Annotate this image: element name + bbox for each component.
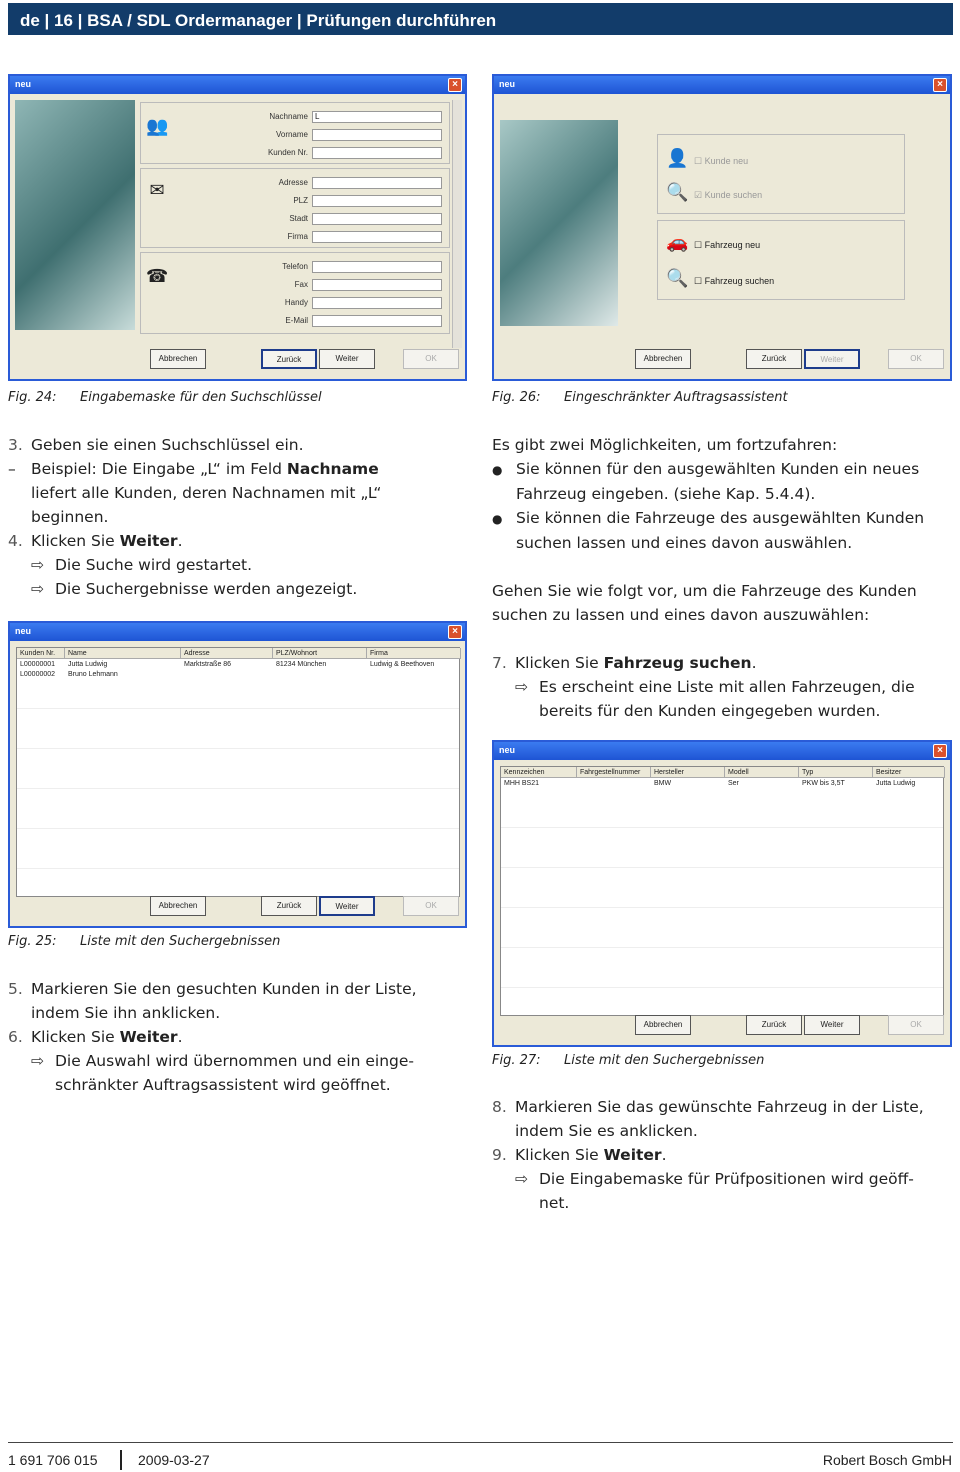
col-firma[interactable]: Firma (367, 648, 461, 659)
vehicle-search-icon: 🔍 (666, 268, 689, 289)
label-nachname: Nachname (269, 112, 308, 121)
fig25-window (8, 621, 467, 928)
next-button[interactable]: Weiter (804, 349, 860, 369)
cancel-button[interactable]: Abbrechen (635, 1015, 691, 1035)
bullet-icon: ● (492, 512, 503, 526)
col-modell[interactable]: Modell (725, 767, 799, 778)
customer-new-icon: 👤 (666, 148, 689, 169)
label-kunden-nr: Kunden Nr. (267, 148, 308, 157)
label-plz: PLZ (293, 196, 308, 205)
option-fahrzeug-suchen[interactable]: ☐ Fahrzeug suchen (694, 276, 775, 286)
arrow-right-icon: ⇨ (515, 1170, 528, 1188)
vehicle-options-group (657, 220, 905, 300)
close-icon[interactable]: × (933, 78, 947, 92)
col-plz-wohnort[interactable]: PLZ/Wohnort (273, 648, 367, 659)
fig27-caption: Fig. 27: Liste mit den Suchergebnissen (492, 1053, 765, 1068)
option-kunde-neu[interactable]: ☐ Kunde neu (694, 156, 749, 166)
steps-8-9: 8. Markieren Sie das gewünschte Fahrzeug in der Liste, indem Sie es anklicken. 9. Klicken Sie Weiter. ⇨ Die Eingabemaske für Prüfpositionen wird geöff- net. (492, 1098, 924, 1212)
window-title-bar (494, 742, 950, 760)
fig26-button-row (494, 349, 950, 371)
fig24-button-row (10, 349, 465, 371)
people-illustration (15, 100, 135, 330)
ok-button[interactable]: OK (888, 1015, 944, 1035)
envelope-icon: ✉ (149, 180, 165, 201)
arrow-right-icon: ⇨ (31, 1052, 44, 1070)
label-vorname: Vorname (275, 130, 308, 139)
col-kunden-nr[interactable]: Kunden Nr. (17, 648, 65, 659)
fig25-button-row (10, 896, 465, 918)
telephone-icon: ☎ (146, 266, 169, 287)
fig24-caption: Fig. 24: Eingabemaske für den Suchschlüssel (8, 390, 322, 405)
table-row[interactable]: L00000002 Bruno Lehmann (20, 671, 118, 678)
next-button[interactable]: Weiter (319, 896, 375, 916)
fig26-window (492, 74, 952, 381)
option-fahrzeug-neu[interactable]: ☐ Fahrzeug neu (694, 240, 761, 250)
plz-input[interactable] (312, 195, 442, 207)
fig27-button-row (494, 1015, 950, 1037)
col-adresse[interactable]: Adresse (181, 648, 273, 659)
label-adresse: Adresse (278, 178, 308, 187)
window-title: neu (499, 79, 516, 89)
next-button[interactable]: Weiter (804, 1015, 860, 1035)
col-fahrgestellnummer[interactable]: Fahrgestellnummer (577, 767, 651, 778)
fig26-caption: Fig. 26: Eingeschränkter Auftragsassistent (492, 390, 788, 405)
footer-date: 2009-03-27 (138, 1452, 210, 1468)
label-email: E-Mail (285, 316, 308, 325)
window-title-bar (494, 76, 950, 94)
footer-separator (120, 1450, 122, 1470)
fax-input[interactable] (312, 279, 442, 291)
handy-input[interactable] (312, 297, 442, 309)
person-icon: 👥 (146, 116, 169, 137)
vehicle-result-list[interactable] (500, 766, 944, 1016)
label-stadt: Stadt (289, 214, 308, 223)
close-icon[interactable]: × (448, 625, 462, 639)
steps-5-6: 5. Markieren Sie den gesuchten Kunden in der Liste, indem Sie ihn anklicken. 6. Klicken Sie Weiter. ⇨ Die Auswahl wird übernommen und ein einge- schränkter Auftragsassistent wird geöffnet. (8, 980, 417, 1094)
kunden-nr-input[interactable] (312, 147, 442, 159)
back-button[interactable]: Zurück (261, 349, 317, 369)
cancel-button[interactable]: Abbrechen (150, 896, 206, 916)
fig24-window (8, 74, 467, 381)
close-icon[interactable]: × (448, 78, 462, 92)
cancel-button[interactable]: Abbrechen (635, 349, 691, 369)
window-title-bar (10, 76, 465, 94)
footer-rule (8, 1442, 953, 1443)
next-button[interactable]: Weiter (319, 349, 375, 369)
col-typ[interactable]: Typ (799, 767, 873, 778)
label-firma: Firma (287, 232, 308, 241)
ok-button[interactable]: OK (888, 349, 944, 369)
bullet-icon: ● (492, 463, 503, 477)
close-icon[interactable]: × (933, 744, 947, 758)
option-kunde-suchen[interactable]: ☑ Kunde suchen (694, 190, 763, 200)
email-input[interactable] (312, 315, 442, 327)
col-hersteller[interactable]: Hersteller (651, 767, 725, 778)
label-handy: Handy (284, 298, 308, 307)
ok-button[interactable]: OK (403, 896, 459, 916)
arrow-right-icon: ⇨ (515, 678, 528, 696)
stadt-input[interactable] (312, 213, 442, 225)
window-title-bar (10, 623, 465, 641)
cancel-button[interactable]: Abbrechen (150, 349, 206, 369)
col-besitzer[interactable]: Besitzer (873, 767, 945, 778)
vertical-scrollbar[interactable] (452, 100, 462, 348)
vehicle-new-icon: 🚗 (666, 232, 689, 253)
customer-options-group (657, 134, 905, 214)
window-title: neu (499, 745, 516, 755)
label-telefon: Telefon (282, 262, 308, 271)
back-button[interactable]: Zurück (746, 1015, 802, 1035)
customer-search-icon: 🔍 (666, 182, 689, 203)
firma-input[interactable] (312, 231, 442, 243)
col-kennzeichen[interactable]: Kennzeichen (501, 767, 577, 778)
telefon-input[interactable] (312, 261, 442, 273)
col-name[interactable]: Name (65, 648, 181, 659)
customer-result-list[interactable] (16, 647, 460, 897)
footer-doc-number: 1 691 706 015 (8, 1452, 98, 1468)
fig25-caption: Fig. 25: Liste mit den Suchergebnissen (8, 934, 281, 949)
back-button[interactable]: Zurück (746, 349, 802, 369)
fig27-window (492, 740, 952, 1047)
back-button[interactable]: Zurück (261, 896, 317, 916)
table-row[interactable]: MHH BS21 BMW Ser PKW bis 3,5T Jutta Ludwig (504, 780, 916, 787)
window-title: neu (15, 79, 32, 89)
footer-company: Robert Bosch GmbH (822, 1452, 952, 1468)
nachname-input[interactable]: L (312, 111, 442, 123)
arrow-right-icon: ⇨ (31, 580, 44, 598)
steps-3-4: 3. Geben sie einen Suchschlüssel ein. – Beispiel: Die Eingabe „L“ im Feld Nachname liefert alle Kunden, deren Nachnamen mit „L“ beginnen. 4. Klicken Sie Weiter. ⇨ Die Suche wird gestartet. ⇨ Die Suchergebnisse werden angezeigt. (8, 433, 468, 601)
page-header: de | 16 | BSA / SDL Ordermanager | Prüfungen durchführen (8, 3, 953, 35)
vorname-input[interactable] (312, 129, 442, 141)
continue-options: Es gibt zwei Möglichkeiten, um fortzufahren: ● Sie können für den ausgewählten Kunden ein neues Fahrzeug eingeben. (siehe Kap. 5.4.4). ● Sie können die Fahrzeuge des ausgewählten Kunden suchen lassen und eines davon auswählen. Gehen Sie wie folgt vor, um die Fahrzeuge des Kunden suchen zu lassen und eines davon auszuwählen: 7. Klicken Sie Fahrzeug suchen. ⇨ Es erscheint eine Liste mit allen Fahrzeugen, die bereits für den Kunden eingegeben wurden. (492, 436, 925, 720)
arrow-right-icon: ⇨ (31, 556, 44, 574)
window-title: neu (15, 626, 32, 636)
notepad-illustration (500, 120, 618, 326)
table-row[interactable]: L00000001 Jutta Ludwig Marktstraße 86 81234 München Ludwig & Beethoven (20, 661, 435, 668)
label-fax: Fax (294, 280, 308, 289)
ok-button[interactable]: OK (403, 349, 459, 369)
adresse-input[interactable] (312, 177, 442, 189)
